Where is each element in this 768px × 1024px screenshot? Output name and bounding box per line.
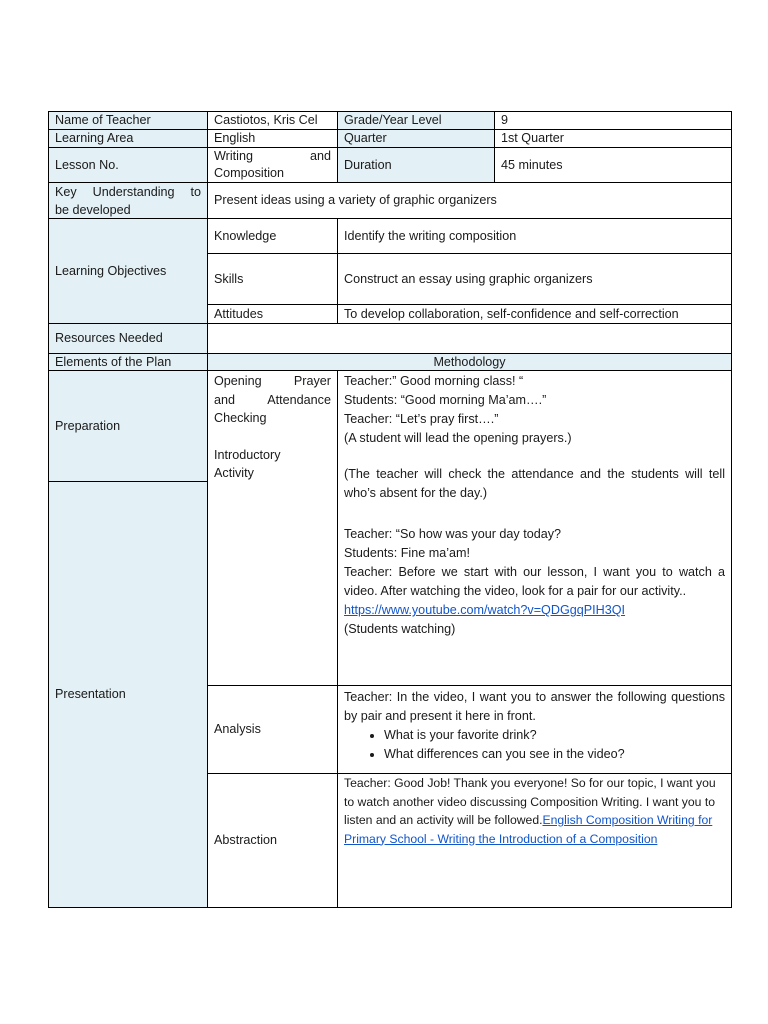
- name-of-teacher-value: Castiotos, Kris Cel: [207, 111, 338, 130]
- dialogue-line: Teacher: “Let’s pray first….”: [344, 411, 499, 426]
- grade-level-label: Grade/Year Level: [337, 111, 495, 130]
- grade-level-value: 9: [494, 111, 732, 130]
- lesson-number-label: Lesson No.: [48, 147, 208, 183]
- dialogue-line: Teacher:” Good morning class! “: [344, 374, 524, 388]
- knowledge-label: Knowledge: [207, 218, 338, 254]
- youtube-video-link[interactable]: https://www.youtube.com/watch?v=QDGgqPIH3QI: [344, 603, 626, 618]
- dialogue-line: Students: Fine ma’am!: [344, 546, 470, 561]
- composition-video-link[interactable]: English Composition Writing for Primary School - Writing the Introduction of a Composition: [344, 813, 713, 846]
- opening-activity-content: [337, 370, 732, 686]
- knowledge-value: Identify the writing composition: [337, 218, 732, 254]
- skills-label: Skills: [207, 253, 338, 305]
- lesson-number-value: Writing and Composition: [207, 147, 338, 183]
- attendance-note: (The teacher will check the attendance and the students will tell who’s absent for the day.): [344, 466, 725, 500]
- attitudes-value: To develop collaboration, self-confidence and self-correction: [337, 304, 732, 324]
- analysis-intro: Teacher: In the video, I want you to answer the following questions by pair and present it here in front.: [344, 690, 725, 723]
- dialogue-line: (Students watching): [344, 621, 456, 636]
- analysis-label: Analysis: [207, 685, 338, 774]
- key-understanding-label: Key Understanding to be developed: [48, 182, 208, 219]
- opening-activity-label: Opening Prayer and Attendance Checking Introductory Activity: [207, 370, 338, 686]
- dialogue-line: Teacher: “So how was your day today?: [344, 527, 562, 542]
- key-understanding-value: Present ideas using a variety of graphic organizers: [207, 182, 732, 219]
- lesson-plan-table: [48, 111, 732, 908]
- elements-of-plan-header: Elements of the Plan: [48, 353, 208, 371]
- resources-needed-value: [207, 323, 732, 354]
- dialogue-line: Teacher: Before we start with our lesson, I want you to watch a video. After watching the video, look for a pair for our activity..: [344, 565, 725, 599]
- dialogue-line: (A student will lead the opening prayers.): [344, 430, 572, 445]
- resources-needed-label: Resources Needed: [48, 323, 208, 354]
- abstraction-content: [337, 773, 732, 908]
- abstraction-text: Teacher: Good Job! Thank you everyone! So for our topic, I want you to watch another video discussing Composition Writing. I want you to listen and an activity will be followed.: [344, 776, 716, 827]
- analysis-question: • What differences can you see in the video?: [384, 745, 725, 764]
- duration-value: 45 minutes: [494, 147, 732, 183]
- learning-objectives-label: Learning Objectives: [48, 218, 208, 324]
- name-of-teacher-label: Name of Teacher: [48, 111, 208, 130]
- presentation-label: Presentation: [48, 481, 208, 908]
- quarter-label: Quarter: [337, 129, 495, 148]
- learning-area-label: Learning Area: [48, 129, 208, 148]
- learning-area-value: English: [207, 129, 338, 148]
- analysis-content: [337, 685, 732, 774]
- abstraction-label: Abstraction: [207, 773, 338, 908]
- preparation-label: Preparation: [48, 370, 208, 482]
- analysis-question: • What is your favorite drink?: [384, 726, 725, 745]
- methodology-header: Methodology: [207, 353, 732, 371]
- dialogue-line: Students: “Good morning Ma’am….”: [344, 392, 547, 407]
- duration-label: Duration: [337, 147, 495, 183]
- quarter-value: 1st Quarter: [494, 129, 732, 148]
- skills-value: Construct an essay using graphic organizers: [337, 253, 732, 305]
- attitudes-label: Attitudes: [207, 304, 338, 324]
